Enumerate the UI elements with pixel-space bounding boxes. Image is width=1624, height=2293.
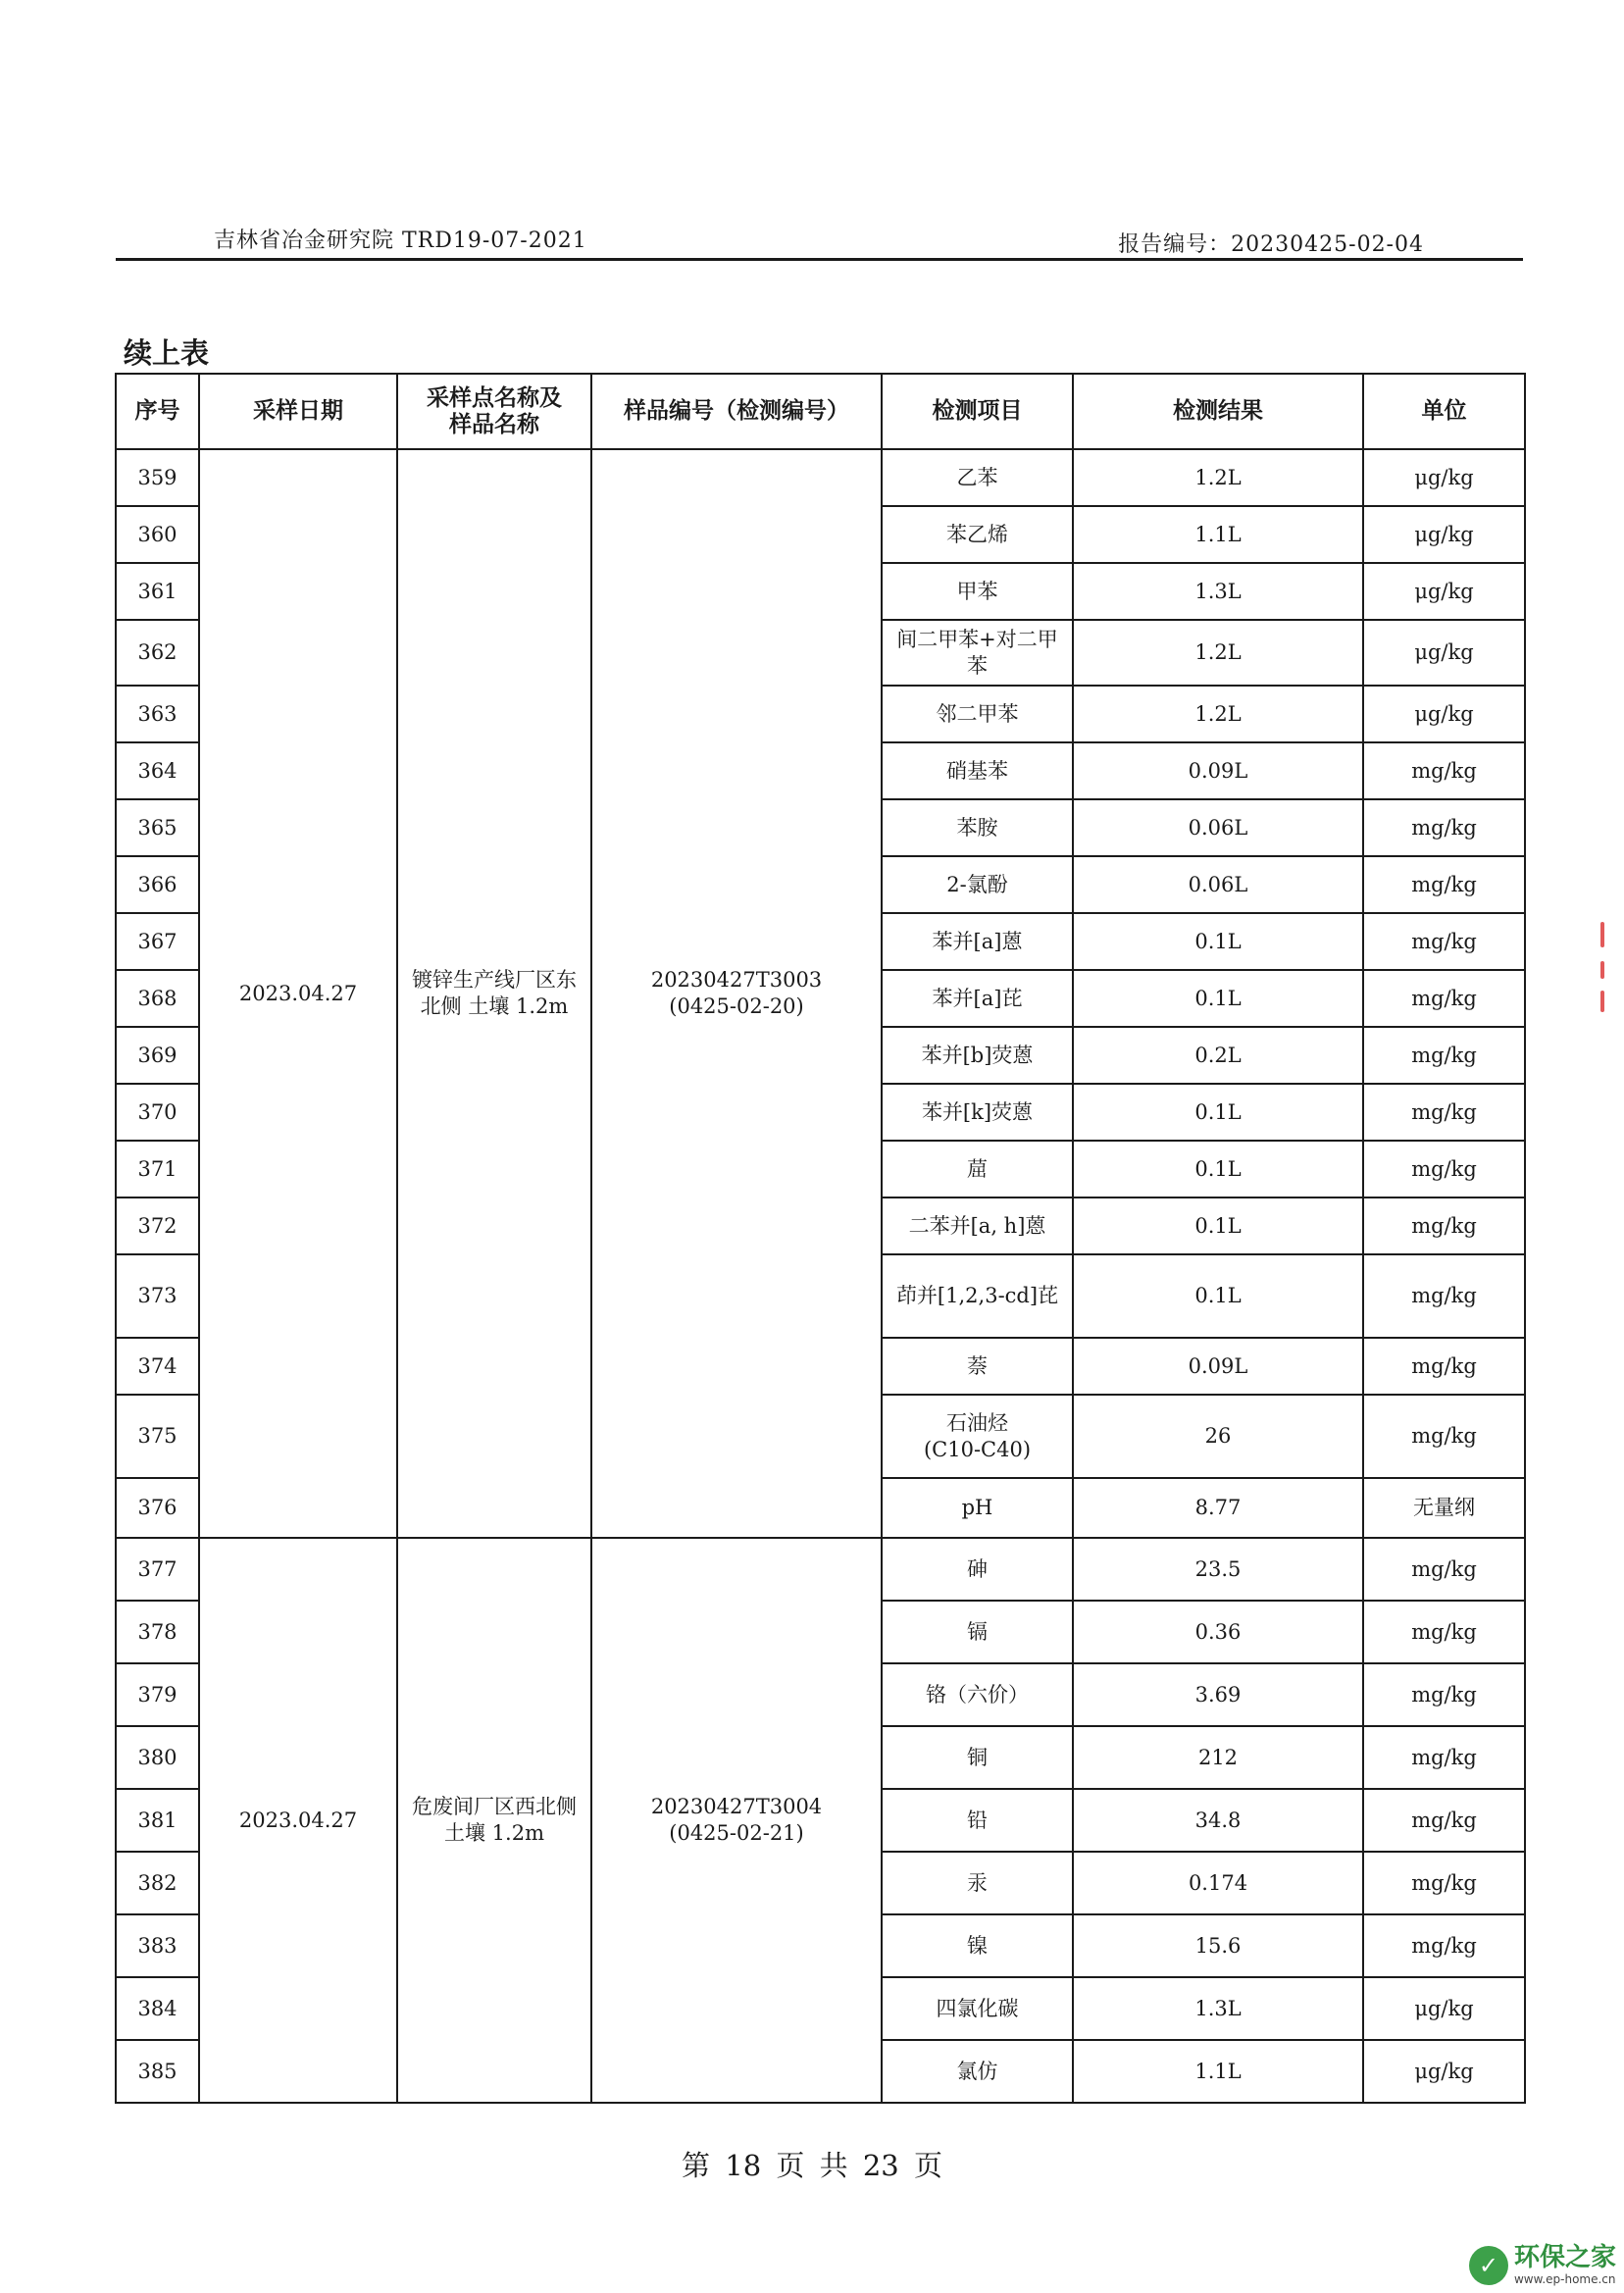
test-result-cell: 0.1L	[1073, 1254, 1363, 1338]
watermark-url: www.ep-home.cn	[1513, 2272, 1616, 2286]
scan-mark	[1600, 991, 1604, 1012]
serial-no-cell: 375	[116, 1395, 199, 1478]
continued-table-label: 续上表	[124, 336, 210, 370]
serial-no-cell: 369	[116, 1027, 199, 1084]
serial-no-cell: 360	[116, 506, 199, 563]
sampling-date-cell: 2023.04.27	[199, 1538, 397, 2103]
scan-mark	[1600, 961, 1604, 979]
serial-no-cell: 374	[116, 1338, 199, 1395]
serial-no-cell: 365	[116, 799, 199, 856]
test-item-cell: 四氯化碳	[882, 1977, 1073, 2040]
test-result-cell: 0.06L	[1073, 856, 1363, 913]
test-item-cell: 铅	[882, 1789, 1073, 1852]
test-item-cell: 汞	[882, 1852, 1073, 1914]
test-result-cell: 0.09L	[1073, 1338, 1363, 1395]
test-result-cell: 8.77	[1073, 1478, 1363, 1538]
unit-cell: mg/kg	[1363, 1538, 1525, 1601]
serial-no-cell: 372	[116, 1197, 199, 1254]
test-item-cell: 邻二甲苯	[882, 686, 1073, 742]
unit-cell: mg/kg	[1363, 1027, 1525, 1084]
serial-no-cell: 367	[116, 913, 199, 970]
unit-cell: mg/kg	[1363, 856, 1525, 913]
serial-no-cell: 379	[116, 1663, 199, 1726]
unit-cell: mg/kg	[1363, 1789, 1525, 1852]
header-unit: 单位	[1363, 374, 1525, 449]
unit-cell: μg/kg	[1363, 686, 1525, 742]
test-item-cell: 䓛	[882, 1141, 1073, 1197]
test-item-cell: 苯乙烯	[882, 506, 1073, 563]
unit-cell: μg/kg	[1363, 506, 1525, 563]
unit-cell: μg/kg	[1363, 563, 1525, 620]
test-item-cell: 2-氯酚	[882, 856, 1073, 913]
test-result-cell: 0.06L	[1073, 799, 1363, 856]
unit-cell: mg/kg	[1363, 1254, 1525, 1338]
test-result-cell: 1.2L	[1073, 686, 1363, 742]
unit-cell: mg/kg	[1363, 1197, 1525, 1254]
unit-cell: mg/kg	[1363, 742, 1525, 799]
serial-no-cell: 359	[116, 449, 199, 506]
test-result-cell: 1.2L	[1073, 620, 1363, 686]
serial-no-cell: 370	[116, 1084, 199, 1141]
table-row	[116, 1538, 1525, 1601]
results-table	[115, 373, 1526, 2104]
unit-cell: μg/kg	[1363, 620, 1525, 686]
test-item-cell: 砷	[882, 1538, 1073, 1601]
test-result-cell: 1.2L	[1073, 449, 1363, 506]
unit-cell: mg/kg	[1363, 913, 1525, 970]
test-result-cell: 1.1L	[1073, 506, 1363, 563]
serial-no-cell: 385	[116, 2040, 199, 2103]
test-result-cell: 1.3L	[1073, 1977, 1363, 2040]
unit-cell: mg/kg	[1363, 970, 1525, 1027]
watermark-name: 环保之家	[1513, 2243, 1616, 2272]
leaf-logo-icon: ✓	[1469, 2246, 1508, 2285]
unit-cell: mg/kg	[1363, 1601, 1525, 1663]
serial-no-cell: 377	[116, 1538, 199, 1601]
unit-cell: mg/kg	[1363, 1141, 1525, 1197]
serial-no-cell: 376	[116, 1478, 199, 1538]
page-number: 第 18 页 共 23 页	[682, 2149, 942, 2182]
test-item-cell: 铜	[882, 1726, 1073, 1789]
test-result-cell: 0.1L	[1073, 1084, 1363, 1141]
serial-no-cell: 384	[116, 1977, 199, 2040]
unit-cell: mg/kg	[1363, 1726, 1525, 1789]
serial-no-cell: 382	[116, 1852, 199, 1914]
header-test-result: 检测结果	[1073, 374, 1363, 449]
test-item-cell: 苯并[a]蒽	[882, 913, 1073, 970]
unit-cell: mg/kg	[1363, 1395, 1525, 1478]
scan-mark	[1600, 922, 1604, 947]
serial-no-cell: 380	[116, 1726, 199, 1789]
sampling-date-cell: 2023.04.27	[199, 449, 397, 1538]
unit-cell: mg/kg	[1363, 1663, 1525, 1726]
test-result-cell: 0.09L	[1073, 742, 1363, 799]
serial-no-cell: 368	[116, 970, 199, 1027]
test-result-cell: 15.6	[1073, 1914, 1363, 1977]
sample-number-cell: 20230427T3004 (0425-02-21)	[591, 1538, 882, 2103]
test-item-cell: 乙苯	[882, 449, 1073, 506]
sample-number-cell: 20230427T3003 (0425-02-20)	[591, 449, 882, 1538]
test-item-cell: 镉	[882, 1601, 1073, 1663]
serial-no-cell: 366	[116, 856, 199, 913]
test-item-cell: 苯并[k]荧蒽	[882, 1084, 1073, 1141]
test-result-cell: 0.1L	[1073, 970, 1363, 1027]
unit-cell: μg/kg	[1363, 1977, 1525, 2040]
report-number: 报告编号：20230425-02-04	[1118, 232, 1424, 257]
test-item-cell: 苯并[b]荧蒽	[882, 1027, 1073, 1084]
header-institute: 吉林省冶金研究院 TRD19-07-2021	[214, 229, 587, 253]
serial-no-cell: 361	[116, 563, 199, 620]
unit-cell: 无量纲	[1363, 1478, 1525, 1538]
test-item-cell: 氯仿	[882, 2040, 1073, 2103]
test-result-cell: 26	[1073, 1395, 1363, 1478]
serial-no-cell: 363	[116, 686, 199, 742]
serial-no-cell: 378	[116, 1601, 199, 1663]
header-sampling-point: 采样点名称及样品名称	[397, 374, 591, 449]
test-result-cell: 0.36	[1073, 1601, 1363, 1663]
table-row	[116, 449, 1525, 506]
serial-no-cell: 373	[116, 1254, 199, 1338]
test-item-cell: 二苯并[a, h]蒽	[882, 1197, 1073, 1254]
table-header-row	[116, 374, 1525, 449]
unit-cell: mg/kg	[1363, 799, 1525, 856]
test-item-cell: 间二甲苯+对二甲苯	[882, 620, 1073, 686]
test-item-cell: 苯并[a]芘	[882, 970, 1073, 1027]
unit-cell: μg/kg	[1363, 449, 1525, 506]
test-item-cell: 苯胺	[882, 799, 1073, 856]
test-result-cell: 0.1L	[1073, 913, 1363, 970]
test-item-cell: 铬（六价）	[882, 1663, 1073, 1726]
test-item-cell: 石油烃 (C10-C40)	[882, 1395, 1073, 1478]
test-result-cell: 0.1L	[1073, 1197, 1363, 1254]
test-result-cell: 23.5	[1073, 1538, 1363, 1601]
test-item-cell: 甲苯	[882, 563, 1073, 620]
unit-cell: μg/kg	[1363, 2040, 1525, 2103]
header-sampling-date: 采样日期	[199, 374, 397, 449]
test-result-cell: 0.174	[1073, 1852, 1363, 1914]
unit-cell: mg/kg	[1363, 1338, 1525, 1395]
test-item-cell: 硝基苯	[882, 742, 1073, 799]
test-item-cell: 萘	[882, 1338, 1073, 1395]
test-result-cell: 0.2L	[1073, 1027, 1363, 1084]
watermark	[1469, 2245, 1616, 2285]
test-result-cell: 212	[1073, 1726, 1363, 1789]
unit-cell: mg/kg	[1363, 1852, 1525, 1914]
sampling-point-cell: 镀锌生产线厂区东北侧 土壤 1.2m	[397, 449, 591, 1538]
test-item-cell: 镍	[882, 1914, 1073, 1977]
serial-no-cell: 381	[116, 1789, 199, 1852]
header-sample-number: 样品编号（检测编号）	[591, 374, 882, 449]
serial-no-cell: 364	[116, 742, 199, 799]
test-result-cell: 0.1L	[1073, 1141, 1363, 1197]
test-result-cell: 1.1L	[1073, 2040, 1363, 2103]
test-result-cell: 34.8	[1073, 1789, 1363, 1852]
header-serial-no: 序号	[116, 374, 199, 449]
header-test-item: 检测项目	[882, 374, 1073, 449]
serial-no-cell: 371	[116, 1141, 199, 1197]
sampling-point-cell: 危废间厂区西北侧 土壤 1.2m	[397, 1538, 591, 2103]
test-result-cell: 3.69	[1073, 1663, 1363, 1726]
header-divider	[116, 258, 1523, 261]
test-item-cell: pH	[882, 1478, 1073, 1538]
serial-no-cell: 383	[116, 1914, 199, 1977]
serial-no-cell: 362	[116, 620, 199, 686]
unit-cell: mg/kg	[1363, 1084, 1525, 1141]
unit-cell: mg/kg	[1363, 1914, 1525, 1977]
test-result-cell: 1.3L	[1073, 563, 1363, 620]
test-item-cell: 茚并[1,2,3-cd]芘	[882, 1254, 1073, 1338]
